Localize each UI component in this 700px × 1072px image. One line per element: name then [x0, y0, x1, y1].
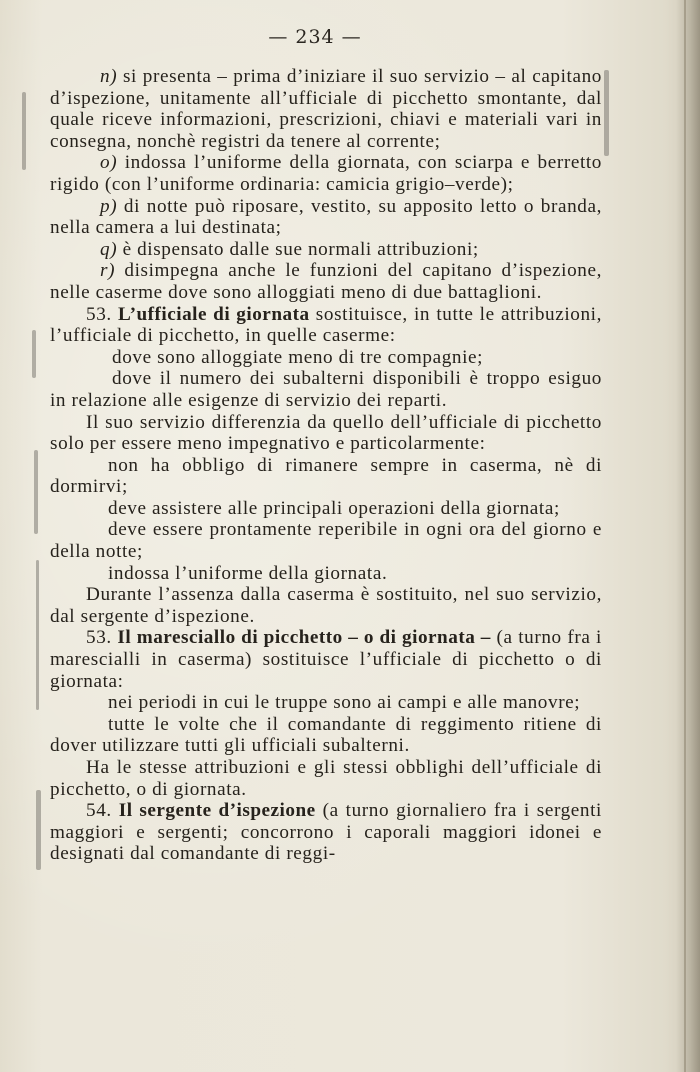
paragraph-text: (a turno giornaliero fra i sergenti maggiori e sergenti; concorrono i caporali maggiori idonei e designati dal comandante di reggi-	[50, 800, 602, 865]
paragraph-text: si presenta – prima d’iniziare il suo servizio – al capitano d’ispezione, unitamente all’ufficiale di picchetto smontante, dal quale riceve informazioni, prescrizioni, chiavi e materiali vari in consegna, nonchè registri da tenere al corrente;	[50, 66, 602, 152]
paragraph: Ha le stesse attribuzioni e gli stessi obblighi dell’ufficiale di picchetto, o di giornata.	[50, 757, 602, 800]
paragraph: nei periodi in cui le truppe sono ai campi e alle manovre;	[108, 692, 581, 714]
list-label: q)	[100, 238, 118, 260]
section-number: 53.	[86, 627, 112, 649]
section-number: 53.	[86, 303, 112, 325]
paragraph-text: (a turno fra i marescialli in caserma) sostituisce l’ufficiale di picchetto o di giornata:	[50, 627, 602, 692]
binding-edge-line	[684, 0, 686, 1072]
paragraph: deve essere prontamente reperibile in ogni ora del giorno e della notte;	[50, 519, 602, 563]
page-number: — 234 —	[268, 26, 362, 48]
paragraph: Il suo servizio differenzia da quello dell’ufficiale di picchetto solo per essere meno impegnativo e particolarmente:	[50, 411, 602, 455]
section-title: Il maresciallo di picchetto – o di giornata –	[117, 627, 491, 649]
margin-pencil-mark	[36, 790, 41, 870]
list-label: p)	[100, 195, 118, 217]
list-label: o)	[100, 152, 118, 174]
section-53-maresciallo-di-picchetto	[50, 627, 602, 692]
list-item-q	[50, 239, 602, 261]
paragraph-text: è dispensato dalle sue normali attribuzioni;	[117, 238, 479, 260]
paragraph-text: disimpegna anche le funzioni del capitano d’ispezione, nelle caserme dove sono alloggiati meno di due battaglioni.	[50, 260, 602, 303]
page-body	[50, 66, 602, 865]
section-53-ufficiale-di-giornata	[50, 304, 602, 347]
section-title: L’ufficiale di giornata	[118, 303, 310, 325]
section-title: Il sergente d’ispezione	[118, 800, 316, 822]
paragraph: deve assistere alle principali operazioni della giornata;	[108, 497, 560, 519]
paragraph: dove il numero dei subalterni disponibili è troppo esiguo in relazione alle esigenze di servizio dei reparti.	[50, 368, 602, 411]
paragraph: tutte le volte che il comandante di reggimento ritiene di dover utilizzare tutti gli ufficiali subalterni.	[50, 713, 602, 757]
margin-pencil-mark	[36, 560, 39, 710]
page-edge-shadow	[676, 0, 700, 1072]
list-item-n	[50, 66, 602, 152]
margin-pencil-mark	[32, 330, 36, 378]
margin-pencil-mark	[604, 70, 609, 156]
paragraph: non ha obbligo di rimanere sempre in caserma, nè di dormirvi;	[50, 454, 602, 498]
list-label: n)	[100, 66, 118, 87]
paragraph: indossa l’uniforme della giornata.	[108, 562, 388, 584]
list-item-p	[50, 196, 602, 239]
list-label: r)	[100, 260, 116, 282]
margin-pencil-mark	[34, 450, 38, 534]
paragraph: dove sono alloggiate meno di tre compagnie;	[112, 346, 484, 368]
paragraph-text: indossa l’uniforme della giornata, con sciarpa e berretto rigido (con l’uniforme ordinaria: camicia grigio–verde);	[50, 152, 602, 195]
paragraph: Durante l’assenza dalla caserma è sostituito, nel suo servizio, dal sergente d’ispezione.	[50, 584, 602, 627]
paragraph-text: di notte può riposare, vestito, su apposito letto o branda, nella camera a lui destinata;	[50, 195, 602, 239]
margin-pencil-mark	[22, 92, 26, 170]
paragraph-text: sostituisce, in tutte le attribuzioni, l’ufficiale di picchetto, in quelle caserme:	[50, 303, 602, 347]
section-number: 54.	[86, 800, 112, 822]
list-item-o	[50, 152, 602, 195]
list-item-r	[50, 260, 602, 303]
section-54-sergente-d-ispezione	[50, 800, 602, 865]
